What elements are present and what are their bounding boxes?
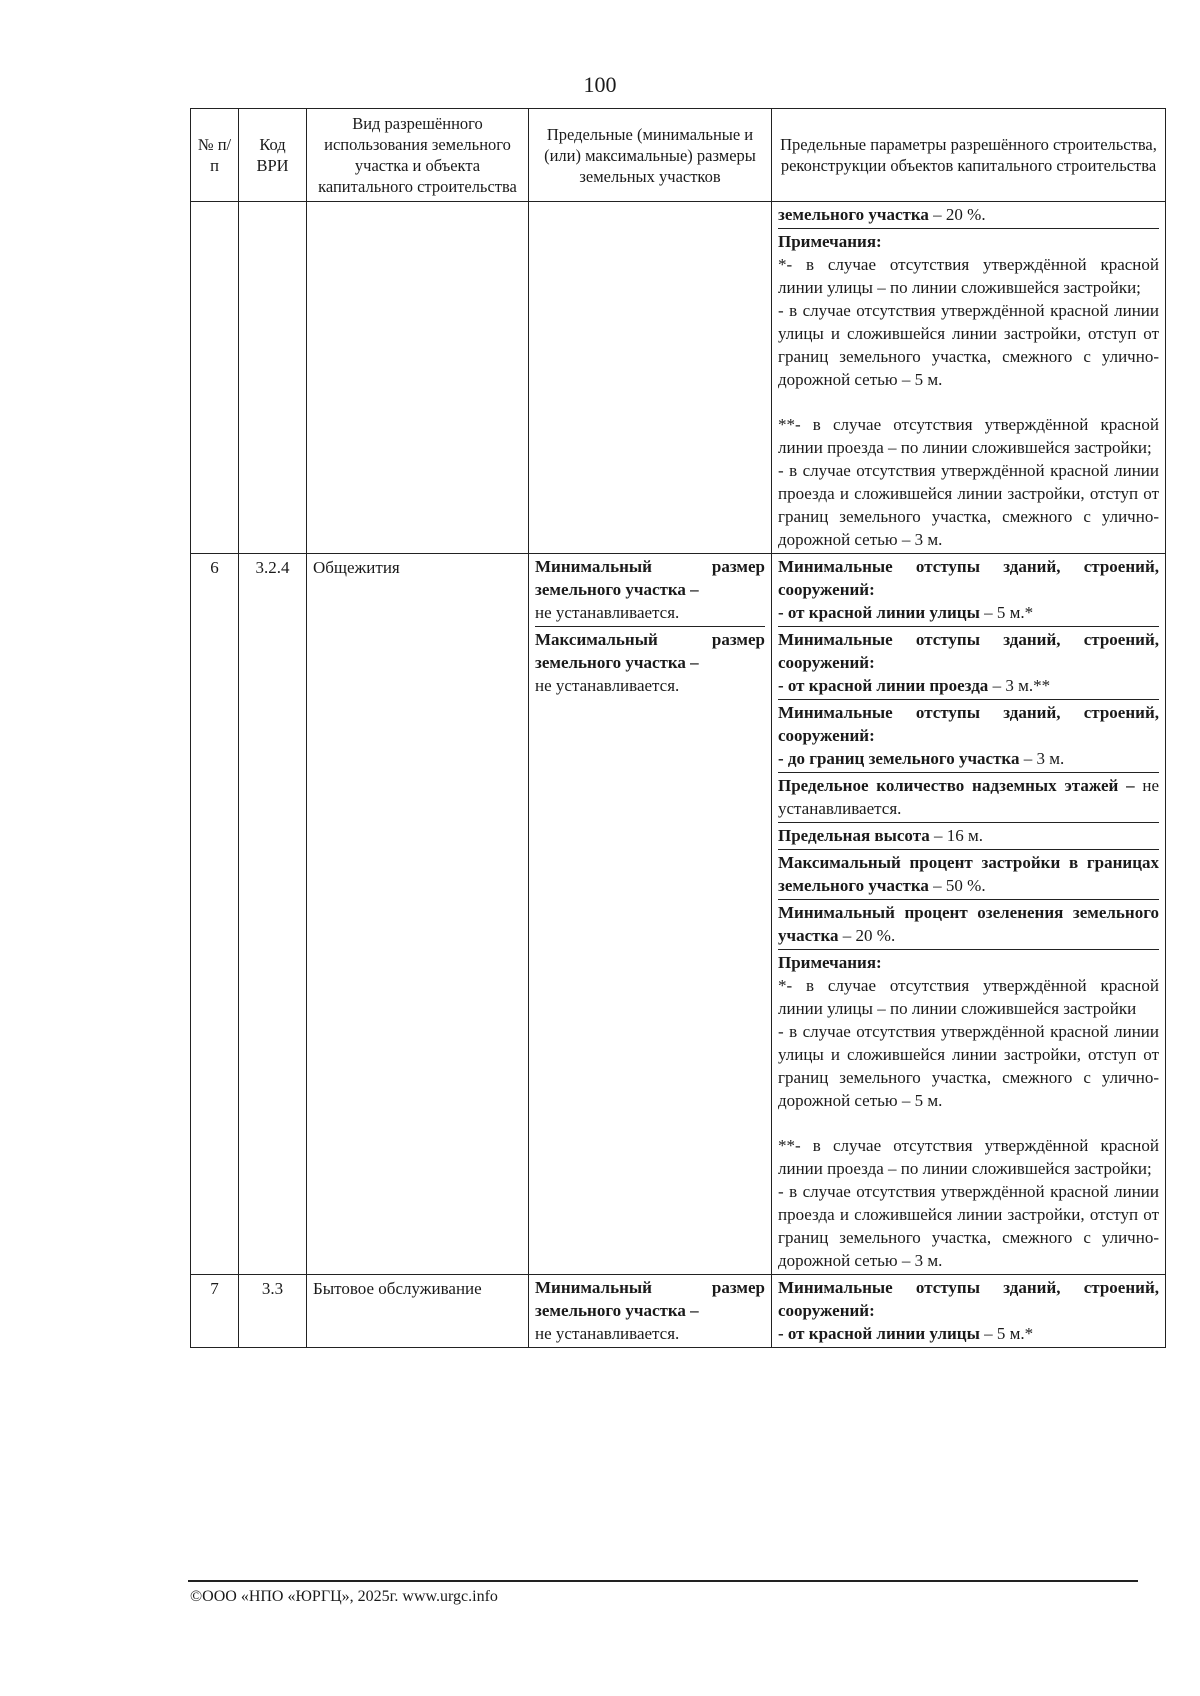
land-use-table xyxy=(190,108,1166,1348)
param-label: Минимальные отступы зданий, строений, сооружений: xyxy=(778,557,1159,599)
row-num: 7 xyxy=(191,1275,239,1348)
param-block xyxy=(778,773,1159,823)
min-size-block xyxy=(535,1275,765,1347)
notes-block xyxy=(778,229,1159,553)
param-block xyxy=(778,1275,1159,1347)
notes-block xyxy=(778,950,1159,1274)
note-item: - в случае отсутствия утверждённой красной линии улицы и сложившейся линии застройки, отступ от границ земельного участка, смежного с улично-дорожной сетью – 5 м. xyxy=(778,1022,1159,1110)
param-label: Минимальный процент озеленения земельного участка xyxy=(778,903,1159,945)
note-item: - в случае отсутствия утверждённой красной линии проезда и сложившейся линии застройки, отступ от границ земельного участка, смежного с улично-дорожной сетью – 3 м. xyxy=(778,1182,1159,1270)
row-code: 3.2.4 xyxy=(239,554,307,1275)
header-params: Предельные параметры разрешённого строительства, реконструкции объектов капитального строительства xyxy=(772,109,1166,202)
param-label: Минимальные отступы зданий, строений, сооружений: xyxy=(778,703,1159,745)
note-item: *- в случае отсутствия утверждённой красной линии улицы – по линии сложившейся застройки xyxy=(778,976,1159,1018)
param-label: Предельная высота xyxy=(778,826,930,845)
max-size-value: не устанавливается. xyxy=(535,676,680,695)
row-name: Общежития xyxy=(307,554,529,1275)
table-header-row xyxy=(191,109,1166,202)
table-row xyxy=(191,1275,1166,1348)
table-row xyxy=(191,202,1166,554)
notes-title: Примечания: xyxy=(778,232,882,251)
row-code: 3.3 xyxy=(239,1275,307,1348)
param-label: Минимальные отступы зданий, строений, сооружений: xyxy=(778,630,1159,672)
min-size-value: не устанавливается. xyxy=(535,603,680,622)
param-block xyxy=(778,900,1159,950)
param-value: – 16 м. xyxy=(929,826,984,845)
min-size-label: Минимальный размер земельного участка – xyxy=(535,557,765,599)
param-line: - до границ земельного участка xyxy=(778,749,1020,768)
param-value: – 20 %. xyxy=(928,205,986,224)
param-block xyxy=(778,627,1159,700)
page-number: 100 xyxy=(583,72,617,97)
table-row xyxy=(191,554,1166,1275)
min-size-value: не устанавливается. xyxy=(535,1324,680,1343)
notes-title: Примечания: xyxy=(778,953,882,972)
note-item: - в случае отсутствия утверждённой красной линии проезда и сложившейся линии застройки, отступ от границ земельного участка, смежного с улично-дорожной сетью – 3 м. xyxy=(778,461,1159,549)
min-size-block xyxy=(535,554,765,627)
param-block xyxy=(778,823,1159,850)
note-item: **- в случае отсутствия утверждённой красной линии проезда – по линии сложившейся застройки; xyxy=(778,1136,1159,1178)
note-item: **- в случае отсутствия утверждённой красной линии проезда – по линии сложившейся застройки; xyxy=(778,415,1159,457)
footer-copyright: ©ООО «НПО «ЮРГЦ», 2025г. www.urgc.info xyxy=(190,1588,498,1605)
param-value: – 3 м.** xyxy=(988,676,1051,695)
param-line: - от красной линии улицы xyxy=(778,1324,980,1343)
max-size-block xyxy=(535,627,765,699)
param-line: - от красной линии проезда xyxy=(778,676,989,695)
param-value: – 50 %. xyxy=(928,876,986,895)
param-block xyxy=(778,202,1159,229)
param-block xyxy=(778,700,1159,773)
header-size: Предельные (минимальные и (или) максимальные) размеры земельных участков xyxy=(529,109,772,202)
cell-empty xyxy=(529,202,772,554)
header-code: Код ВРИ xyxy=(239,109,307,202)
size-cell xyxy=(529,1275,772,1348)
param-value: не устанавливается. xyxy=(778,776,1159,818)
row-name: Бытовое обслуживание xyxy=(307,1275,529,1348)
footer-divider xyxy=(188,1580,1138,1582)
param-label: Предельное количество надземных этажей – xyxy=(778,776,1135,795)
params-cell xyxy=(772,1275,1166,1348)
param-value: – 20 %. xyxy=(838,926,896,945)
param-value: – 3 м. xyxy=(1019,749,1065,768)
cell-empty xyxy=(239,202,307,554)
param-value: – 5 м.* xyxy=(979,603,1034,622)
max-size-label: Максимальный размер земельного участка – xyxy=(535,630,765,672)
param-block xyxy=(778,554,1159,627)
param-block xyxy=(778,850,1159,900)
params-cell xyxy=(772,202,1166,554)
row-num: 6 xyxy=(191,554,239,1275)
cell-empty xyxy=(191,202,239,554)
min-size-label: Минимальный размер земельного участка – xyxy=(535,1278,765,1320)
size-cell xyxy=(529,554,772,1275)
param-line: - от красной линии улицы xyxy=(778,603,980,622)
note-item: *- в случае отсутствия утверждённой красной линии улицы – по линии сложившейся застройки; xyxy=(778,255,1159,297)
header-name: Вид разрешённого использования земельного участка и объекта капитального строительства xyxy=(307,109,529,202)
param-label: Максимальный процент застройки в границах земельного участка xyxy=(778,853,1159,895)
cell-empty xyxy=(307,202,529,554)
params-cell xyxy=(772,554,1166,1275)
param-label: Минимальные отступы зданий, строений, сооружений: xyxy=(778,1278,1159,1320)
param-value: – 5 м.* xyxy=(979,1324,1034,1343)
note-item: - в случае отсутствия утверждённой красной линии улицы и сложившейся линии застройки, отступ от границ земельного участка, смежного с улично-дорожной сетью – 5 м. xyxy=(778,301,1159,389)
param-label: земельного участка xyxy=(778,205,929,224)
header-num: № п/п xyxy=(191,109,239,202)
